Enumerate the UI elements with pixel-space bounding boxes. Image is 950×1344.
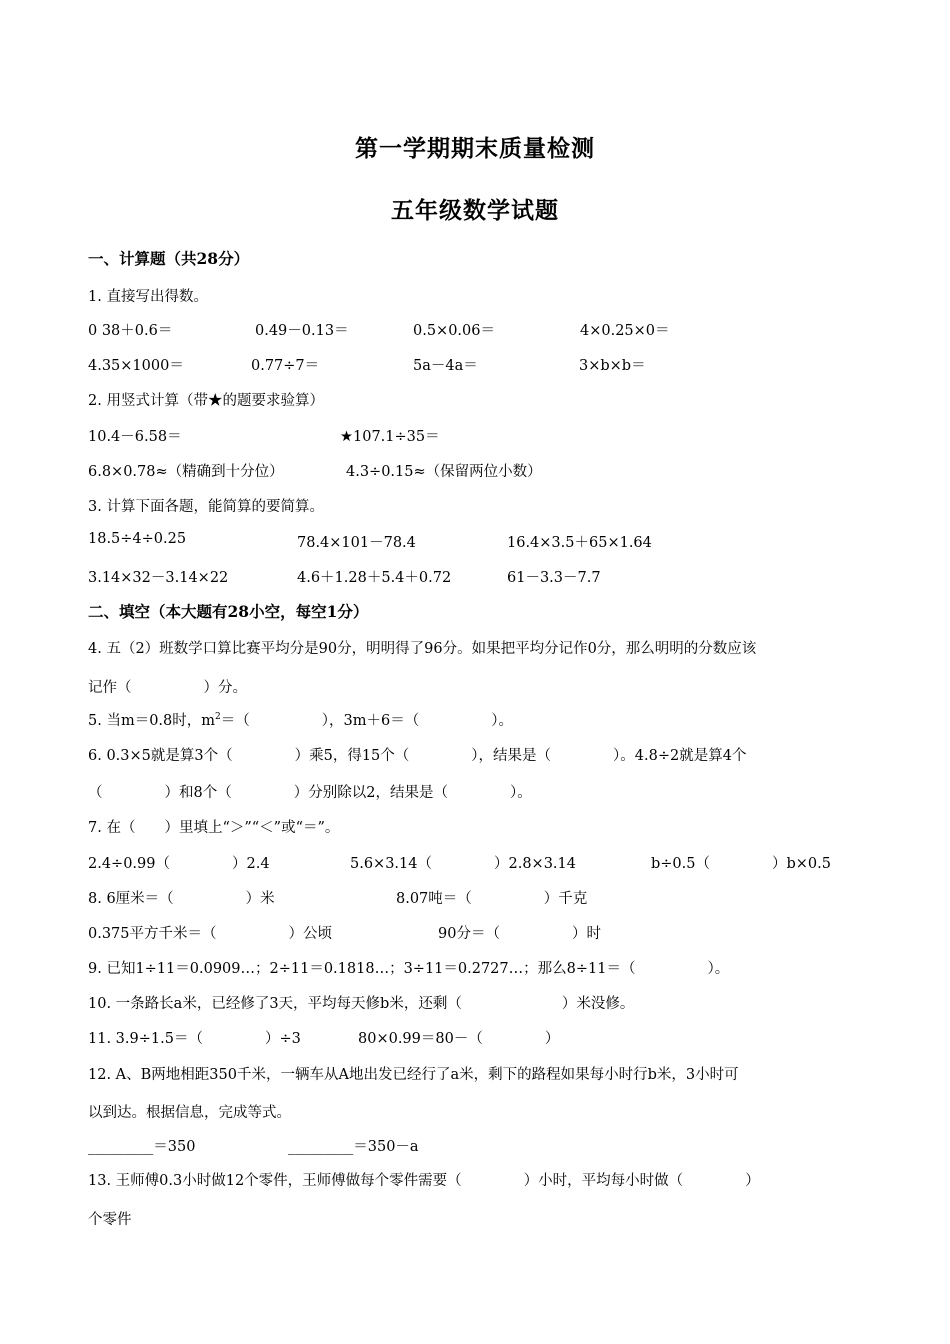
q6-line-2 — [88, 781, 532, 802]
q2-label: 2. 用竖式计算（带★的题要求验算） — [88, 393, 324, 409]
q12-line-2: 以到达。根据信息，完成等式。 — [88, 1105, 291, 1121]
q3-item: 3.14×32－3.14×22 — [88, 570, 229, 586]
q7-item — [88, 852, 270, 873]
q8-text: 8. 6厘米＝（ — [88, 891, 174, 907]
q9-line — [88, 957, 729, 978]
q9-text: 9. 已知1÷11＝0.0909…；2÷11＝0.1818…；3÷11＝0.2727…；那么8÷11＝（ — [88, 961, 636, 977]
q11-item — [358, 1027, 559, 1048]
q1-item: 4.35×1000＝ — [88, 358, 184, 374]
q3-label: 3. 计算下面各题，能简算的要简算。 — [88, 499, 324, 515]
q4-text: 记作（ — [88, 680, 132, 696]
q6-text: 6. 0.3×5就是算3个（ — [88, 748, 233, 764]
q8-item — [438, 922, 601, 943]
q8-text: ）时 — [571, 926, 601, 942]
q6-text: ），结果是（ — [471, 748, 552, 764]
q8-text: 8.07吨＝（ — [396, 891, 472, 907]
page-subtitle: 五年级数学试题 — [391, 197, 559, 224]
q1-item: 0.5×0.06＝ — [413, 323, 495, 339]
q1-item: 5a－4a＝ — [413, 358, 478, 374]
q9-text: ）。 — [707, 961, 730, 977]
q13-text: ）小时，平均每小时做（ — [523, 1173, 684, 1189]
q7-text: 5.6×3.14（ — [350, 856, 432, 872]
page-title: 第一学期期末质量检测 — [355, 135, 595, 162]
q6-line-1 — [88, 744, 746, 765]
q1-item: 0.49－0.13＝ — [255, 323, 349, 339]
q6-text: ）分别除以2，结果是（ — [293, 785, 448, 801]
q10-text: ）米没修。 — [561, 996, 635, 1012]
q4-line-1: 4. 五（2）班数学口算比赛平均分是90分，明明得了96分。如果把平均分记作0分，那么明明的分数应该 — [88, 641, 757, 657]
q5-text: ）。 — [491, 713, 513, 729]
q7-text: 2.4÷0.99（ — [88, 856, 170, 872]
q2-item: 4.3÷0.15≈（保留两位小数） — [346, 464, 542, 480]
q11-text: ） — [544, 1031, 560, 1047]
q3-item: 18.5÷4÷0.25 — [88, 531, 187, 547]
q5-text: 5. 当m＝0.8时，m — [88, 713, 216, 729]
q13-line-2: 个零件 — [88, 1212, 132, 1228]
q8-item — [88, 887, 275, 908]
q2-item: 10.4－6.58＝ — [88, 429, 182, 445]
q6-text: ）和8个（ — [164, 785, 232, 801]
q8-item — [88, 922, 332, 943]
q2-item: ★107.1÷35＝ — [340, 429, 440, 445]
q7-text: ）2.8×3.14 — [494, 856, 576, 872]
q10-text: 10. 一条路长a米，已经修了3天，平均每天修b米，还剩（ — [88, 996, 462, 1012]
q5-line — [88, 709, 513, 730]
q6-text: ）乘5，得15个（ — [294, 748, 410, 764]
q13-text: 13. 王师傅0.3小时做12个零件，王师傅做每个零件需要（ — [88, 1173, 462, 1189]
q12-equation-1[interactable]: _________＝350 — [88, 1139, 196, 1155]
section-1-heading: 一、计算题（共28分） — [88, 249, 250, 268]
q5-text: ＝（ — [220, 713, 250, 729]
q12-line-1: 12. A、B两地相距350千米，一辆车从A地出发已经行了a米，剩下的路程如果每小时行b米，3小时可 — [88, 1067, 739, 1083]
q6-text: ）。4.8÷2就是算4个 — [613, 748, 747, 764]
q7-text: b÷0.5（ — [651, 856, 710, 872]
q6-text: （ — [88, 785, 103, 801]
q11-item — [88, 1027, 301, 1048]
q8-text: ）公顷 — [288, 926, 333, 942]
q3-item: 61－3.3－7.7 — [507, 570, 601, 586]
q6-text: ）。 — [509, 785, 532, 801]
q1-item: 0.77÷7＝ — [251, 358, 320, 374]
q8-text: 90分＝（ — [438, 926, 500, 942]
q4-line-2 — [88, 676, 247, 697]
q8-item — [396, 887, 587, 908]
q7-item — [651, 852, 831, 873]
q7-text: ）2.4 — [232, 856, 270, 872]
q4-text: ）分。 — [203, 680, 247, 696]
q1-item: 4×0.25×0＝ — [580, 323, 670, 339]
q5-superscript: 2 — [215, 712, 221, 723]
q13-text: ） — [745, 1173, 760, 1189]
section-2-heading: 二、填空（本大题有28小空，每空1分） — [88, 602, 369, 621]
q1-label: 1. 直接写出得数。 — [88, 289, 208, 305]
q7-text: ）b×0.5 — [772, 856, 831, 872]
q11-text: ）÷3 — [264, 1031, 301, 1047]
q12-equation-2[interactable]: _________＝350－a — [288, 1139, 419, 1155]
q13-line-1 — [88, 1169, 760, 1190]
q11-text: 11. 3.9÷1.5＝（ — [88, 1031, 203, 1047]
q8-text: ）米 — [245, 891, 275, 907]
q3-item: 4.6＋1.28＋5.4＋0.72 — [297, 570, 452, 586]
q11-text: 80×0.99＝80－（ — [358, 1031, 483, 1047]
q1-item: 0 38＋0.6＝ — [88, 323, 173, 339]
q2-item: 6.8×0.78≈（精确到十分位） — [88, 464, 284, 480]
q3-item: 16.4×3.5＋65×1.64 — [507, 535, 652, 551]
q8-text: 0.375平方千米＝（ — [88, 926, 217, 942]
q5-text: ），3m＋6＝（ — [321, 713, 420, 729]
q3-item: 78.4×101－78.4 — [297, 535, 416, 551]
q7-label: 7. 在（ ）里填上“＞”“＜”或“＝”。 — [88, 820, 340, 836]
q7-item — [350, 852, 576, 873]
q10-line — [88, 992, 634, 1013]
q1-item: 3×b×b＝ — [579, 358, 646, 374]
q8-text: ）千克 — [543, 891, 588, 907]
